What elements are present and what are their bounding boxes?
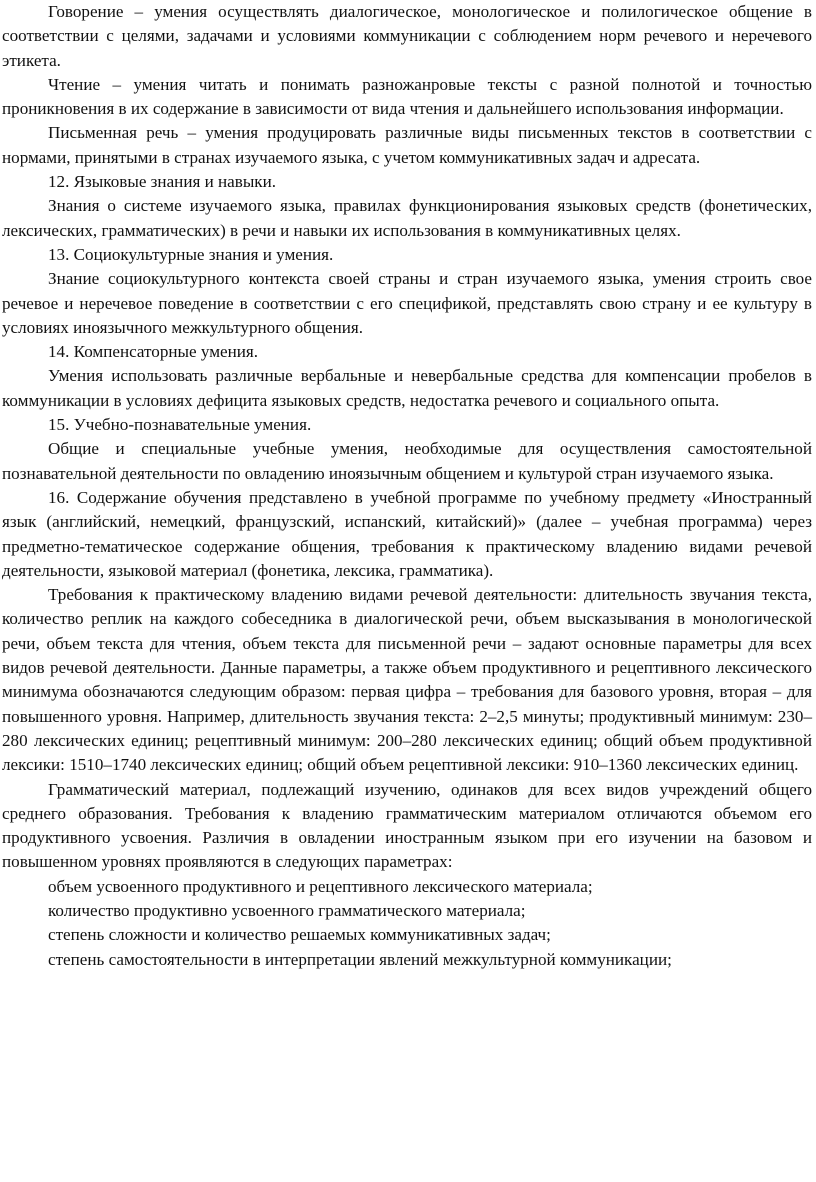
- paragraph-compensatory: Умения использовать различные вербальные и невербальные средства для компенсации пробелов в коммуникации в условиях дефицита языковых средств, недостатка речевого и социального опыта.: [2, 366, 812, 410]
- list-item: степень сложности и количество решаемых коммуникативных задач;: [48, 925, 551, 945]
- paragraph-speaking: Говорение – умения осуществлять диалогическое, монологическое и полилогическое общение в соответствии с целями, задачами и условиями коммуникации с соблюдением норм речевого и неречевого этикета.: [2, 2, 812, 70]
- section-heading-13: 13. Социокультурные знания и умения.: [48, 244, 334, 264]
- paragraph-learning-skills: Общие и специальные учебные умения, необходимые для осуществления самостоятельной познавательной деятельности по овладению иноязычным общением и культурой стран изучаемого языка.: [2, 439, 812, 483]
- paragraph-language-knowledge: Знания о системе изучаемого языка, правилах функционирования языковых средств (фонетических, лексических, грамматических) в речи и навыки их использования в коммуникативных целях.: [2, 196, 812, 240]
- paragraph-sociocultural: Знание социокультурного контекста своей страны и стран изучаемого языка, умения строить свое речевое и неречевое поведение в соответствии с его спецификой, представлять свою страну и ее культуру в условиях иноязычного межкультурного общения.: [2, 269, 812, 337]
- section-heading-15: 15. Учебно-познавательные умения.: [48, 415, 312, 435]
- list-item: степень самостоятельности в интерпретации явлений межкультурной коммуникации;: [48, 949, 672, 969]
- list-item: объем усвоенного продуктивного и рецептивного лексического материала;: [48, 876, 593, 896]
- section-heading-14: 14. Компенсаторные умения.: [48, 342, 259, 362]
- paragraph-writing: Письменная речь – умения продуцировать различные виды письменных текстов в соответствии с нормами, принятыми в странах изучаемого языка, с учетом коммуникативных задач и адресата.: [2, 123, 812, 167]
- list-item: количество продуктивно усвоенного грамматического материала;: [48, 900, 526, 920]
- section-heading-12: 12. Языковые знания и навыки.: [48, 172, 277, 192]
- paragraph-section-16: 16. Содержание обучения представлено в учебной программе по учебному предмету «Иностранный язык (английский, немецкий, французский, испанский, китайский)» (далее – учебная программа) через предметно-тематическое содержание общения, требования к практическому владению видами речевой деятельности, языковой материал (фонетика, лексика, грамматика).: [2, 487, 812, 580]
- paragraph-requirements: Требования к практическому владению видами речевой деятельности: длительность звучания текста, количество реплик на каждого собеседника в диалогической речи, объем высказывания в монологической речи, объем текста для чтения, объем текста для письменной речи – задают основные параметры для всех видов речевой деятельности. Данные параметры, а также объем продуктивного и рецептивного лексического минимума обозначаются следующим образом: первая цифра – требования для базового уровня, вторая – для повышенного уровня. Например, длительность звучания текста: 2–2,5 минуты; продуктивный минимум: 230–280 лексических единиц; рецептивный минимум: 200–280 лексических единиц; общий объем продуктивной лексики: 1510–1740 лексических единиц; общий объем рецептивной лексики: 910–1360 лексических единиц.: [2, 585, 812, 775]
- paragraph-reading: Чтение – умения читать и понимать разножанровые тексты с разной полнотой и точностью проникновения в их содержание в зависимости от вида чтения и дальнейшего использования информации.: [2, 74, 812, 119]
- paragraph-grammar: Грамматический материал, подлежащий изучению, одинаков для всех видов учреждений общего среднего образования. Требования к владению грамматическим материалом отличаются объемом его продуктивного усвоения. Различия в овладении иностранным языком при его изучении на базовом и повышенном уровнях проявляются в следующих параметрах:: [2, 779, 812, 872]
